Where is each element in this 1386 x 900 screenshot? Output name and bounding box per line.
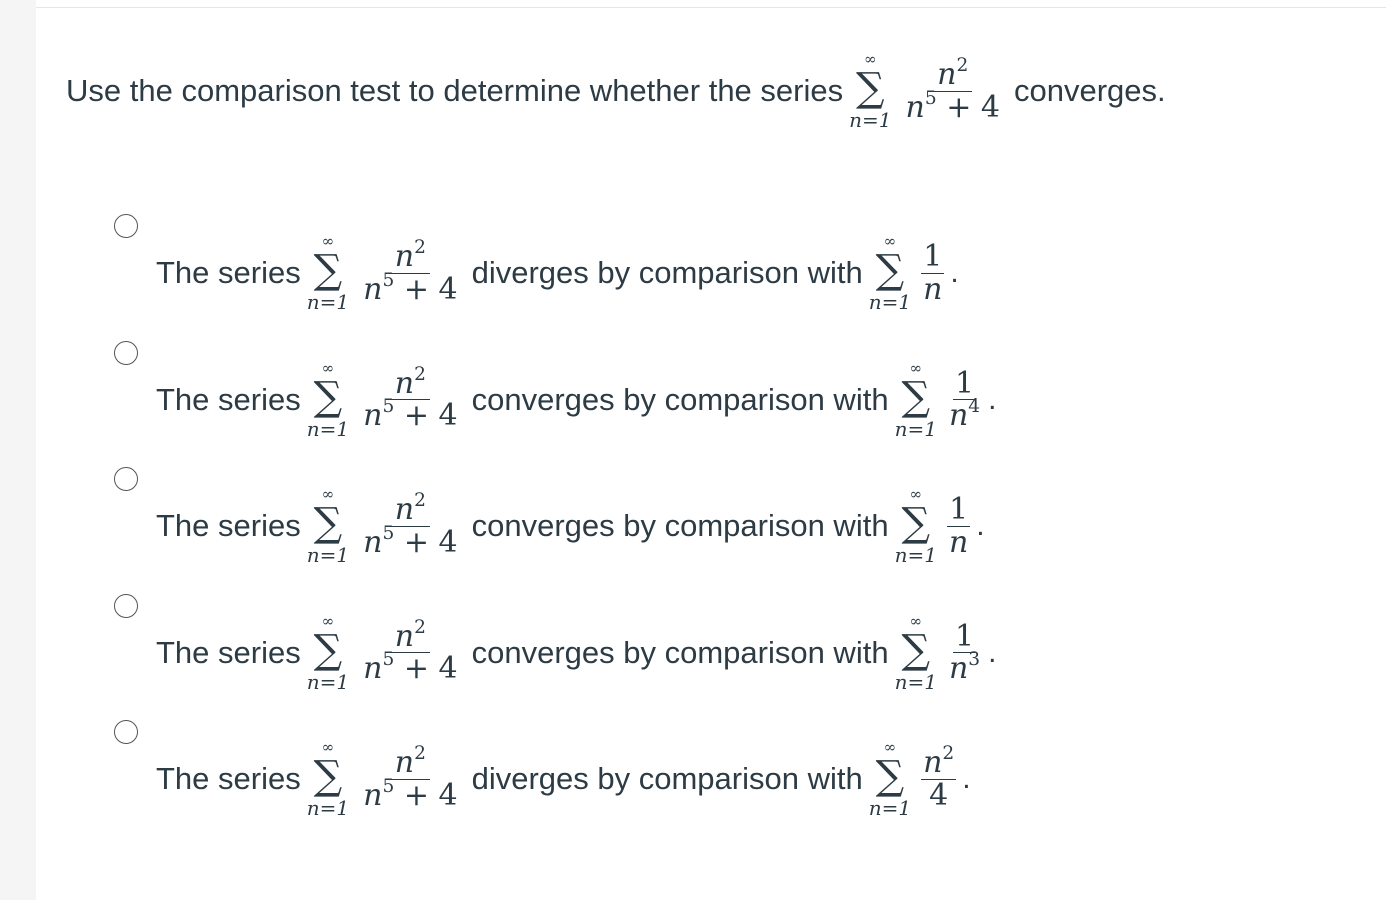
option-label[interactable]: The series ∞ ∑ n=1 $\frac{n^2}{n^5 + 4}$ converges by comparison with ∞ ∑ n=1 $\frac{1}{n^4}$ . (156, 358, 997, 441)
comparison-series: ∞ ∑ n=1 $\frac{1}{n}$ . (868, 232, 959, 314)
question-suffix: converges. (1013, 73, 1166, 108)
given-series: ∞ ∑ n=1 $\frac{n^2}{n^5 + 4}$ (306, 485, 458, 567)
top-divider (36, 7, 1386, 8)
summation-symbol: ∞ ∑ n=1 (306, 485, 350, 567)
summation-symbol: ∞ ∑ n=1 (894, 611, 937, 694)
summation-symbol: ∞ ∑ n=1 (894, 485, 937, 567)
comparison-series: ∞ ∑ n=1 $\frac{1}{n^3}$ . (894, 611, 997, 694)
summation-symbol: ∞ ∑ n=1 (868, 738, 912, 820)
given-series: ∞ ∑ n=1 $\frac{n^2}{n^5 + 4}$ (306, 232, 458, 314)
option-label[interactable]: The series ∞ ∑ n=1 $\frac{n^2}{n^5 + 4}$ converges by comparison with ∞ ∑ n=1 $\frac{1}{n}$ . (156, 485, 985, 567)
option-label[interactable]: The series ∞ ∑ n=1 $\frac{n^2}{n^5 + 4}$ diverges by comparison with ∞ ∑ n=1 $\frac{n^2}{4}$ . (156, 738, 971, 820)
summation-symbol: ∞ ∑ n=1 (306, 232, 350, 314)
summation-symbol: ∞ ∑ n=1 (849, 50, 892, 132)
series-fraction: $\frac{n^2}{n^5 + 4}$ (905, 55, 1000, 125)
verdict-text: converges by comparison with (471, 508, 889, 543)
question-series (849, 52, 1008, 130)
question-text (66, 36, 1166, 146)
given-series: ∞ ∑ n=1 $\frac{n^2}{n^5 + 4}$ (306, 611, 458, 694)
summation-symbol: ∞ ∑ n=1 (306, 738, 350, 820)
given-series: ∞ ∑ n=1 $\frac{n^2}{n^5 + 4}$ (306, 358, 458, 441)
radio-button[interactable] (114, 214, 138, 238)
verdict-text: diverges by comparison with (471, 255, 863, 290)
verdict-text: converges by comparison with (471, 634, 889, 670)
verdict-text: diverges by comparison with (471, 761, 863, 796)
option-label[interactable]: The series ∞ ∑ n=1 $\frac{n^2}{n^5 + 4}$ diverges by comparison with ∞ ∑ n=1 $\frac{1}{n}$ . (156, 232, 959, 314)
summation-symbol: ∞ ∑ n=1 (894, 358, 937, 441)
comparison-series: ∞ ∑ n=1 $\frac{1}{n}$ . (894, 485, 985, 567)
summation-symbol: ∞ ∑ n=1 (306, 611, 350, 694)
radio-button[interactable] (114, 341, 138, 365)
verdict-text: converges by comparison with (471, 381, 889, 417)
comparison-series: ∞ ∑ n=1 $\frac{n^2}{4}$ . (868, 738, 971, 820)
summation-symbol: ∞ ∑ n=1 (306, 358, 350, 441)
radio-button[interactable] (114, 467, 138, 491)
option-label[interactable]: The series ∞ ∑ n=1 $\frac{n^2}{n^5 + 4}$ converges by comparison with ∞ ∑ n=1 $\frac{1}{n^3}$ . (156, 611, 997, 694)
comparison-series: ∞ ∑ n=1 $\frac{1}{n^4}$ . (894, 358, 997, 441)
left-margin-strip (0, 0, 36, 900)
radio-button[interactable] (114, 594, 138, 618)
question-prefix: Use the comparison test to determine whether the series (66, 73, 844, 108)
given-series: ∞ ∑ n=1 $\frac{n^2}{n^5 + 4}$ (306, 738, 458, 820)
radio-button[interactable] (114, 720, 138, 744)
summation-symbol: ∞ ∑ n=1 (868, 232, 912, 314)
